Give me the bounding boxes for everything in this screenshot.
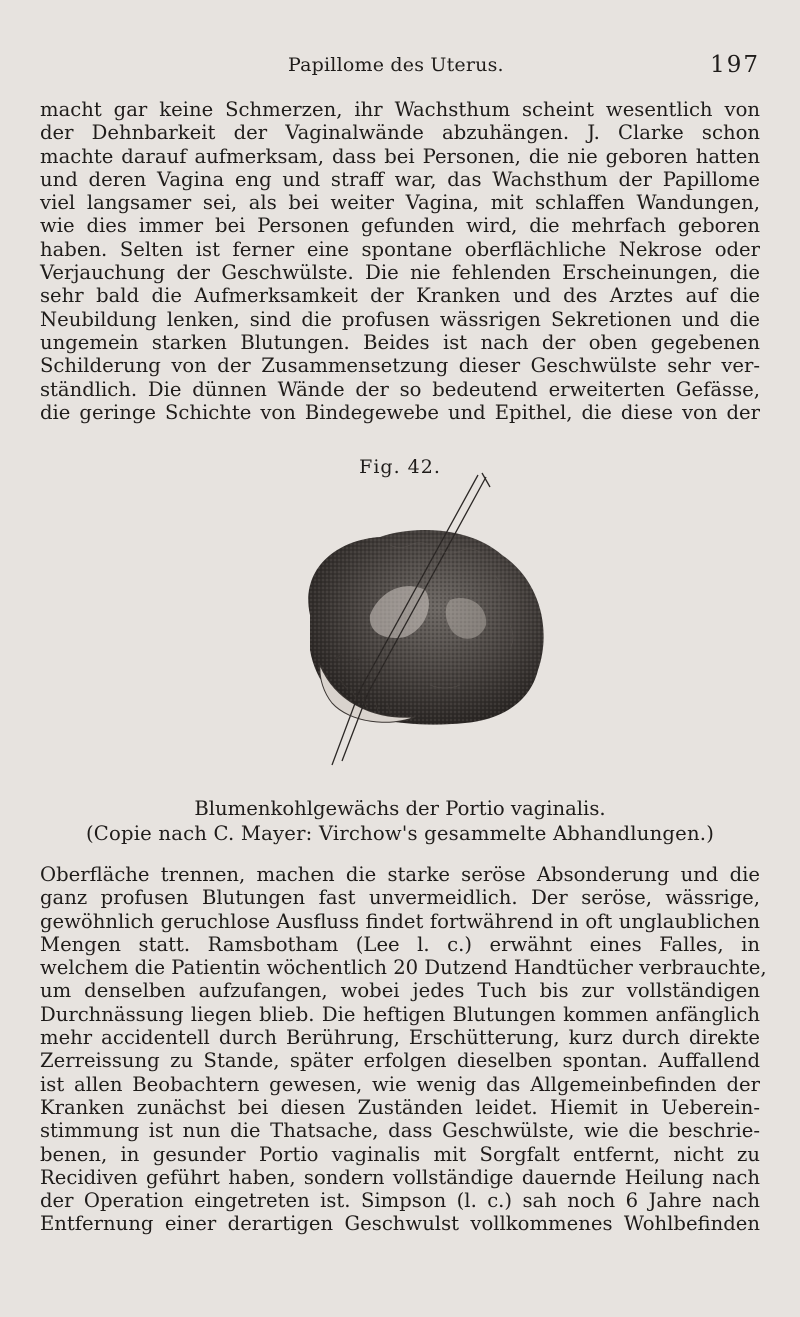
running-head bbox=[288, 54, 760, 84]
text-line: viel langsamer sei, als bei weiter Vagina, mit schlaffen Wandungen, bbox=[40, 191, 760, 215]
text-line: machte darauf aufmerksam, dass bei Personen, die nie geboren hatten bbox=[40, 144, 760, 168]
page-number: 197 bbox=[710, 52, 760, 78]
text-line: um denselben aufzufangen, wobei jedes Tuch bis zur vollständigen bbox=[40, 979, 760, 1003]
figure-caption: Blumenkohlgewächs der Portio vaginalis. bbox=[194, 797, 606, 820]
text-line: benen, in gesunder Portio vaginalis mit Sorgfalt entfernt, nicht zu bbox=[40, 1142, 760, 1166]
text-line: ist allen Beobachtern gewesen, wie wenig das Allgemeinbefinden der bbox=[40, 1072, 760, 1096]
text-line: gewöhnlich geruchlose Ausfluss findet fortwährend in oft unglaublichen bbox=[40, 909, 760, 933]
text-line: sehr bald die Aufmerksamkeit der Kranken und des Arztes auf die bbox=[40, 284, 760, 308]
text-line: macht gar keine Schmerzen, ihr Wachsthum scheint wesentlich von bbox=[40, 98, 760, 121]
text-line: Entfernung einer derartigen Geschwulst vollkommenes Wohlbefinden bbox=[40, 1212, 760, 1236]
text-line: ungemein starken Blutungen. Beides ist nach der oben gegebenen bbox=[40, 330, 760, 354]
text-line: der Dehnbarkeit der Vaginalwände abzuhängen. J. Clarke schon bbox=[40, 121, 760, 145]
figure-source: (Copie nach C. Mayer: Virchow's gesammelte Abhandlungen.) bbox=[85, 822, 715, 845]
text-line: ständlich. Die dünnen Wände der so bedeutend erweiterten Gefässe, bbox=[40, 377, 760, 401]
text-line: Recidiven geführt haben, sondern vollständige dauernde Heilung nach bbox=[40, 1165, 760, 1189]
text-line: Schilderung von der Zusammensetzung dieser Geschwülste sehr ver- bbox=[40, 354, 760, 378]
text-line: stimmung ist nun die Thatsache, dass Geschwülste, wie die beschrie- bbox=[40, 1119, 760, 1143]
text-line: die geringe Schichte von Bindegewebe und Epithel, die diese von der bbox=[40, 400, 760, 424]
paragraph-bottom bbox=[40, 863, 767, 1236]
text-line: mehr accidentell durch Berührung, Erschütterung, kurz durch direkte bbox=[40, 1026, 760, 1050]
text-line: ganz profusen Blutungen fast unvermeidlich. Der seröse, wässrige, bbox=[40, 886, 760, 910]
text-line: Oberfläche trennen, machen die starke seröse Absonderung und die bbox=[40, 863, 760, 886]
paragraph-top bbox=[40, 98, 760, 424]
text-line: Zerreissung zu Stande, später erfolgen dieselben spontan. Auffallend bbox=[40, 1049, 760, 1073]
text-line: haben. Selten ist ferner eine spontane oberflächliche Nekrose oder bbox=[40, 237, 760, 261]
text-line: Verjauchung der Geschwülste. Die nie fehlenden Erscheinungen, die bbox=[40, 261, 760, 285]
text-line: welchem die Patientin wöchentlich 20 Dutzend Handtücher verbrauchte, bbox=[40, 956, 767, 980]
text-line: wie dies immer bei Personen gefunden wird, die mehrfach geboren bbox=[40, 214, 760, 238]
running-title: Papillome des Uterus. bbox=[288, 54, 504, 76]
text-line: und deren Vagina eng und straff war, das Wachsthum der Papillome bbox=[40, 167, 760, 191]
figure-illustration bbox=[240, 465, 580, 785]
text-line: Kranken zunächst bei diesen Zuständen leidet. Hiemit in Ueberein- bbox=[40, 1095, 760, 1119]
figure-label: Fig. 42. bbox=[359, 456, 441, 478]
text-line: Neubildung lenken, sind die profusen wässrigen Sekretionen und die bbox=[40, 307, 760, 331]
text-line: der Operation eingetreten ist. Simpson (l. c.) sah noch 6 Jahre nach bbox=[40, 1189, 760, 1213]
text-line: Mengen statt. Ramsbotham (Lee l. c.) erwähnt eines Falles, in bbox=[40, 932, 760, 956]
text-line: Durchnässung liegen blieb. Die heftigen Blutungen kommen anfänglich bbox=[40, 1002, 760, 1026]
